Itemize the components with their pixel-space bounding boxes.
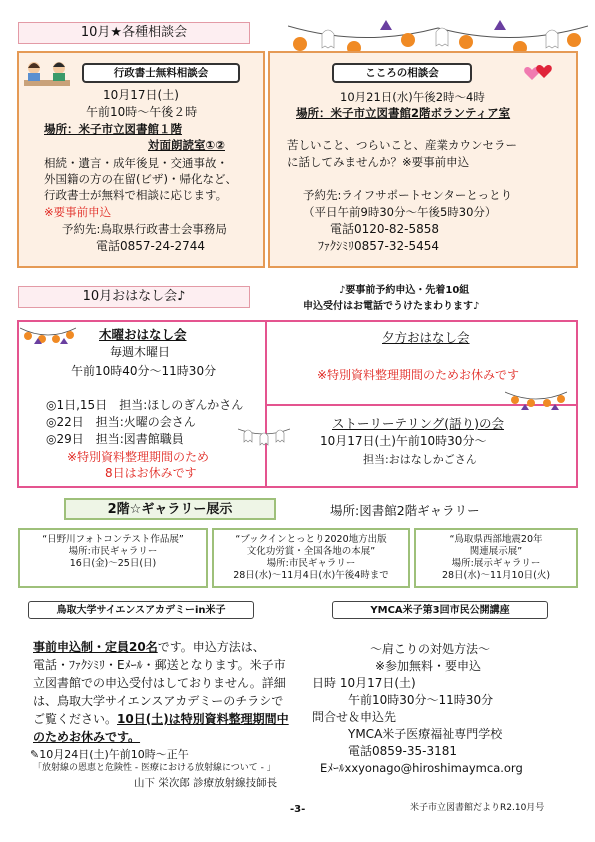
bookin-place: 場所:市民ギャラリー bbox=[266, 557, 356, 569]
thursday-storytime-day: 毎週木曜日 bbox=[110, 345, 171, 359]
gallery-section-title bbox=[64, 498, 276, 520]
ymca-email: Eﾒｰﾙxxyonago@hiroshimaymca.org bbox=[320, 761, 523, 775]
science-academy-para-line4: は、鳥取大学サイエンスアカデミーのチラシで bbox=[33, 694, 284, 708]
gallery-place: 場所:図書館2階ギャラリー bbox=[330, 503, 480, 518]
earthquake-place: 場所:展示ギャラリー bbox=[451, 557, 541, 569]
gyosei-tel: 電話0857-24-2744 bbox=[96, 239, 206, 253]
gallery-section-title-text: 2階☆ギャラリー展示 bbox=[107, 502, 233, 517]
storytime-section-title bbox=[18, 286, 250, 308]
thursday-storytime-title: 木曜おはなし会 bbox=[99, 327, 187, 342]
gyosei-desc-line1: 相続・遺言・成年後見・交通事故・ bbox=[44, 156, 228, 170]
earthquake-date: 28日(水)〜11月10日(火) bbox=[441, 569, 551, 581]
ymca-lecture-label bbox=[332, 601, 548, 619]
bookin-title-line1: “ブックインとっとり2020地方出版 bbox=[235, 534, 387, 545]
earthquake-title-line2: 関連展示展” bbox=[469, 545, 523, 557]
consultation-people-illustration bbox=[22, 58, 72, 92]
kokoro-desc-line1: 苦しいこと、つらいこと、産業カウンセラー bbox=[287, 138, 517, 152]
bookin-title-line2: 文化功労賞・全国各地の本展” bbox=[246, 545, 376, 557]
science-academy-date: ✎10月24日(土)午前10時〜正午 bbox=[30, 748, 189, 761]
kokoro-datetime: 10月21日(水)午後2時〜4時 bbox=[340, 90, 485, 104]
ghost-garland-center bbox=[238, 425, 290, 449]
science-academy-para-line3: 立図書館での申込受付はしておりません。詳細 bbox=[33, 676, 286, 690]
consultation-section-title bbox=[18, 22, 250, 44]
thursday-schedule-row1: ◎1日,15日 担当:ほしのぎんかさん bbox=[46, 398, 244, 412]
science-academy-para-line5-start: ご覧ください。 bbox=[33, 712, 118, 726]
gallery-exhibit-photo-contest bbox=[18, 528, 208, 588]
ymca-date: 日時 10月17日(土) bbox=[312, 676, 416, 690]
science-academy-para-line1 bbox=[33, 640, 265, 656]
gyosei-label-text: 行政書士無料相談会 bbox=[113, 67, 209, 79]
kokoro-consultation-label bbox=[332, 63, 472, 83]
gallery-exhibit-bookin bbox=[212, 528, 410, 588]
thursday-note-line1: ※特別資料整理期間のため bbox=[67, 450, 210, 464]
science-academy-para-line5 bbox=[33, 712, 289, 728]
ymca-school-name: YMCA米子医療福祉専門学校 bbox=[348, 727, 503, 741]
science-academy-label-text: 鳥取大学サイエンスアカデミーin米子 bbox=[56, 605, 226, 616]
hearts-icon bbox=[522, 58, 554, 86]
ymca-lecture-label-text: YMCA米子第3回市民公開講座 bbox=[370, 605, 510, 616]
science-academy-emphasis: 事前申込制・定員20名 bbox=[33, 640, 158, 654]
kokoro-label-text: こころの相談会 bbox=[365, 67, 439, 79]
page-number: -3- bbox=[290, 804, 306, 815]
gyosei-time: 午前10時〜午後２時 bbox=[86, 105, 198, 119]
ymca-tel: 電話0859-35-3181 bbox=[348, 744, 458, 758]
kokoro-place: 場所：米子市立図書館2階ボランティア室 bbox=[296, 106, 511, 120]
ymca-time: 午前10時30分〜11時30分 bbox=[348, 693, 494, 707]
science-academy-lecture: 「放射線の恩恵と危険性 - 医療における放射線について - 」 bbox=[33, 763, 276, 773]
kokoro-fax: ﾌｧｸｼﾐﾘ0857-32-5454 bbox=[318, 239, 440, 253]
pumpkin-garland-right bbox=[505, 388, 567, 418]
science-academy-para-line6: のためお休みです。 bbox=[33, 730, 141, 744]
kokoro-hours: （平日午前9時30分〜午後5時30分） bbox=[303, 205, 497, 219]
ymca-contact-heading: 問合せ＆申込先 bbox=[312, 710, 397, 724]
kokoro-desc-line2: に話してみませんか？※要事前申込 bbox=[287, 155, 470, 169]
gyosei-desc-line3: 行政書士が無料で相談に応じます。 bbox=[44, 188, 228, 202]
kokoro-contact: 予約先:ライフサポートセンターとっとり bbox=[303, 188, 513, 202]
newsletter-issue: 米子市立図書館だよりR2.10月号 bbox=[410, 803, 545, 813]
storytime-notice-line2: 申込受付はお電話でうけたまわります♪ bbox=[303, 301, 480, 312]
pumpkin-garland-left bbox=[20, 324, 76, 356]
ymca-free-notice: ※参加無料・要申込 bbox=[375, 659, 482, 673]
bookin-date: 28日(水)〜11月4日(水)午後4時まで bbox=[233, 569, 389, 581]
science-academy-para-line1-rest: です。申込方法は、 bbox=[157, 640, 265, 654]
gallery-exhibit-earthquake bbox=[414, 528, 578, 588]
gyosei-contact: 予約先:鳥取県行政書士会事務局 bbox=[62, 222, 227, 236]
gyosei-place: 場所：米子市立図書館１階 bbox=[44, 122, 182, 136]
thursday-schedule-row2: ◎22日 担当:火曜の会さん bbox=[46, 415, 196, 429]
gyosei-date: 10月17日(土) bbox=[103, 88, 179, 102]
ymca-subtitle: 〜肩こりの対処方法〜 bbox=[370, 642, 491, 656]
science-academy-label bbox=[28, 601, 254, 619]
science-academy-lecturer: 山下 栄次郎 診療放射線技師長 bbox=[134, 777, 278, 789]
storytelling-title: ストーリーテリング(語り)の会 bbox=[332, 416, 505, 431]
storytime-notice-line1: ♪要事前予約申込・先着10組 bbox=[339, 285, 470, 296]
storytime-section-title-text: 10月おはなし会♪ bbox=[82, 289, 186, 304]
evening-storytime-title: 夕方おはなし会 bbox=[382, 330, 470, 345]
science-academy-closed-notice: 10日(土)は特別資料整理期間中 bbox=[117, 712, 289, 726]
consultation-section-title-text: 10月★各種相談会 bbox=[80, 25, 188, 40]
storytelling-datetime: 10月17日(土)午前10時30分〜 bbox=[320, 434, 487, 448]
science-academy-para-line2: 電話・ﾌｧｸｼﾐﾘ・Eﾒｰﾙ・郵送となります。米子市 bbox=[33, 658, 286, 672]
gyosei-desc-line2: 外国籍の方の在留(ビザ)・帰化など、 bbox=[44, 172, 237, 186]
thursday-storytime-time: 午前10時40分〜11時30分 bbox=[71, 364, 217, 378]
storytelling-staff: 担当:おはなしかごさん bbox=[363, 453, 477, 466]
gyosei-note: ※要事前申込 bbox=[44, 205, 112, 219]
photo-contest-title: “日野川フォトコンテスト作品展” bbox=[42, 534, 184, 545]
gyosei-consultation-label bbox=[82, 63, 240, 83]
earthquake-title-line1: “鳥取県西部地震20年 bbox=[449, 534, 543, 545]
evening-storytime-note: ※特別資料整理期間のためお休みです bbox=[317, 368, 520, 382]
gyosei-room: 対面朗読室①② bbox=[148, 138, 225, 152]
photo-contest-date: 16日(金)〜25日(日) bbox=[69, 557, 157, 569]
photo-contest-place: 場所:市民ギャラリー bbox=[68, 545, 158, 557]
thursday-note-line2: 8日はお休みです bbox=[105, 466, 197, 480]
kokoro-tel: 電話0120-82-5858 bbox=[330, 222, 440, 236]
thursday-schedule-row3: ◎29日 担当:図書館職員 bbox=[46, 432, 184, 446]
